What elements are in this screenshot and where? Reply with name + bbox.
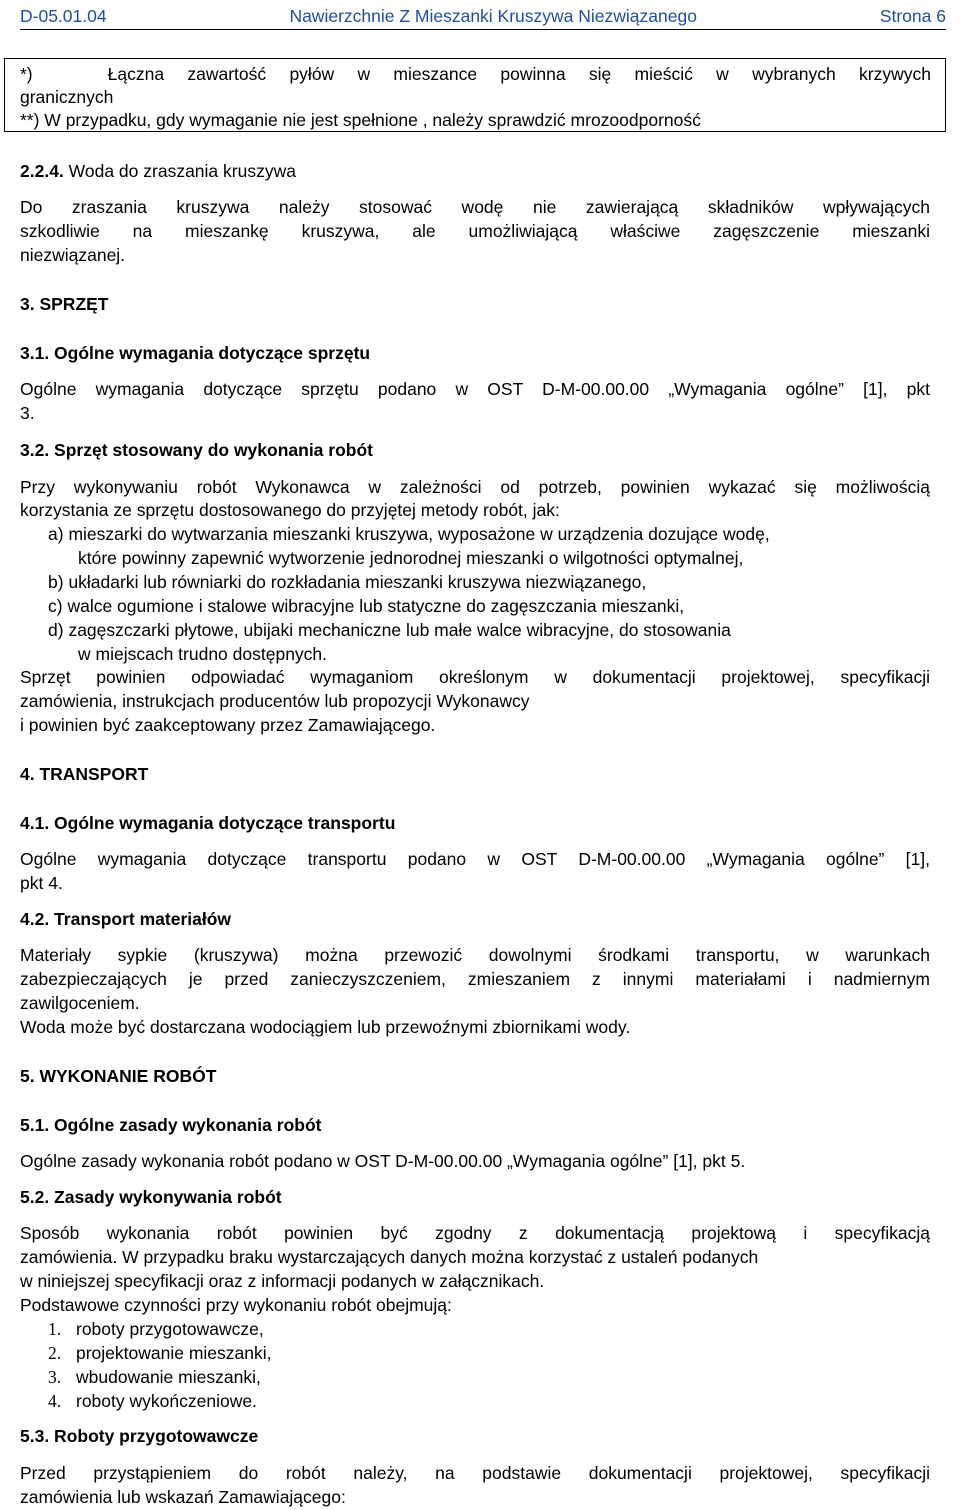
paragraph-line: Podstawowe czynności przy wykonaniu robót obejmują: [20, 1295, 452, 1315]
section-number: 2.2.4. [20, 161, 64, 181]
numbered-item: 4. roboty wykończeniowe. [48, 1390, 648, 1414]
paragraph-line: korzystania ze sprzętu dostosowanego do przyjętej metody robót, jak: [20, 500, 560, 520]
page-label: Strona [879, 6, 932, 26]
page-indicator [880, 5, 946, 29]
page-number: 6 [936, 6, 946, 26]
paragraph-line: Materiały sypkie (kruszywa) można przewozić dowolnymi środkami transportu, w warunkach [20, 945, 930, 965]
document-code: D-05.01.04 [20, 6, 107, 26]
paragraph-line: i powinien być zaakceptowany przez Zamawiającego. [20, 715, 436, 735]
paragraph-line: Ogólne zasady wykonania robót podano w OST D-M-00.00.00 „Wymagania ogólne” [1], pkt 5. [20, 1151, 746, 1171]
section-5-3-heading: 5.3. Roboty przygotowawcze [20, 1426, 259, 1446]
section-4-heading: 4. TRANSPORT [20, 764, 149, 784]
list-marker: 3. [48, 1367, 62, 1387]
paragraph-line: niezwiązanej. [20, 245, 126, 265]
paragraph-line: Przy wykonywaniu robót Wykonawca w zależności od potrzeb, powinien wykazać się możliwością [20, 477, 930, 497]
paragraph-line: Ogólne wymagania dotyczące sprzętu podano w OST D-M-00.00.00 „Wymagania ogólne” [1], pkt [20, 379, 930, 399]
section-title: Woda do zraszania kruszywa [68, 161, 296, 181]
list-marker: a) [48, 524, 64, 544]
note-1-line-1 [20, 63, 931, 87]
document-title: Nawierzchnie Z Mieszanki Kruszywa Niezwiązanego [289, 6, 697, 26]
list-marker: b) [48, 572, 64, 592]
list-item: c) walce ogumione i stalowe wibracyjne lub statyczne do zagęszczania mieszanki, [48, 596, 685, 616]
numbered-item: 2. projektowanie mieszanki, [48, 1342, 648, 1366]
paragraph-line: szkodliwie na mieszankę kruszywa, ale umożliwiającą właściwe zagęszczenie mieszanki [20, 221, 930, 241]
list-marker: c) [48, 596, 63, 616]
paragraph-line: Przed przystąpieniem do robót należy, na podstawie dokumentacji projektowej, specyfikacji [20, 1463, 930, 1483]
list-marker: 2. [48, 1343, 62, 1363]
table-notes-box [4, 58, 946, 132]
numbered-item: 3. wbudowanie mieszanki, [48, 1366, 648, 1390]
paragraph-line: w niniejszej specyfikacji oraz z informacji podanych w załącznikach. [20, 1271, 545, 1291]
list-marker: 4. [48, 1391, 62, 1411]
list-marker: 1. [48, 1319, 62, 1339]
section-5-1-heading: 5.1. Ogólne zasady wykonania robót [20, 1115, 322, 1135]
numbered-item: 1. roboty przygotowawcze, [48, 1318, 648, 1342]
section-5-heading: 5. WYKONANIE ROBÓT [20, 1066, 217, 1086]
paragraph-line: Woda może być dostarczana wodociągiem lub przewoźnymi zbiornikami wody. [20, 1017, 631, 1037]
paragraph-line: zamówienia. W przypadku braku wystarczających danych można korzystać z ustaleń podanych [20, 1247, 759, 1267]
list-item: a) mieszarki do wytwarzania mieszanki kruszywa, wyposażone w urządzenia dozujące wodę, [48, 524, 770, 544]
paragraph-line: zamówienia, instrukcjach producentów lub propozycji Wykonawcy [20, 691, 530, 711]
note-1-text: Łączna zawartość pyłów w mieszance powinna się mieścić w wybranych krzywych [107, 64, 931, 84]
note-2: **) W przypadku, gdy wymaganie nie jest spełnione , należy sprawdzić mrozoodporność [20, 110, 701, 130]
section-2-2-4-heading [20, 160, 930, 184]
list-item: d) zagęszczarki płytowe, ubijaki mechaniczne lub małe walce wibracyjne, do stosowania [48, 620, 731, 640]
list-item-continuation: w miejscach trudno dostępnych. [78, 644, 328, 664]
section-3-heading: 3. SPRZĘT [20, 294, 109, 314]
section-3-1-heading: 3.1. Ogólne wymagania dotyczące sprzętu [20, 343, 371, 363]
list-item: b) układarki lub równiarki do rozkładania mieszanki kruszywa niezwiązanego, [48, 572, 647, 592]
note-1-marker: *) [20, 64, 33, 84]
paragraph-line: Sposób wykonania robót powinien być zgodny z dokumentacją projektową i specyfikacją [20, 1223, 930, 1243]
paragraph-line: 3. [20, 403, 35, 423]
list-item-continuation: które powinny zapewnić wytworzenie jednorodnej mieszanki o wilgotności optymalnej, [78, 548, 744, 568]
list-marker: d) [48, 620, 64, 640]
note-1-line-2: granicznych [20, 87, 114, 107]
section-4-1-heading: 4.1. Ogólne wymagania dotyczące transportu [20, 813, 396, 833]
paragraph-line: Ogólne wymagania dotyczące transportu podano w OST D-M-00.00.00 „Wymagania ogólne” [1], [20, 849, 930, 869]
section-5-2-heading: 5.2. Zasady wykonywania robót [20, 1187, 282, 1207]
paragraph-line: zamówienia lub wskazań Zamawiającego: [20, 1487, 346, 1507]
section-3-2-heading: 3.2. Sprzęt stosowany do wykonania robót [20, 440, 373, 460]
paragraph-line: zabezpieczających je przed zanieczyszczeniem, zmieszaniem z innymi materiałami i nadmiernym [20, 969, 930, 989]
paragraph-line: zawilgoceniem. [20, 993, 140, 1013]
section-4-2-heading: 4.2. Transport materiałów [20, 909, 232, 929]
paragraph-line: pkt 4. [20, 873, 63, 893]
page-header [20, 5, 946, 30]
paragraph-line: Sprzęt powinien odpowiadać wymaganiom określonym w dokumentacji projektowej, specyfikacji [20, 667, 930, 687]
paragraph-line: Do zraszania kruszywa należy stosować wodę nie zawierającą składników wpływających [20, 197, 930, 217]
